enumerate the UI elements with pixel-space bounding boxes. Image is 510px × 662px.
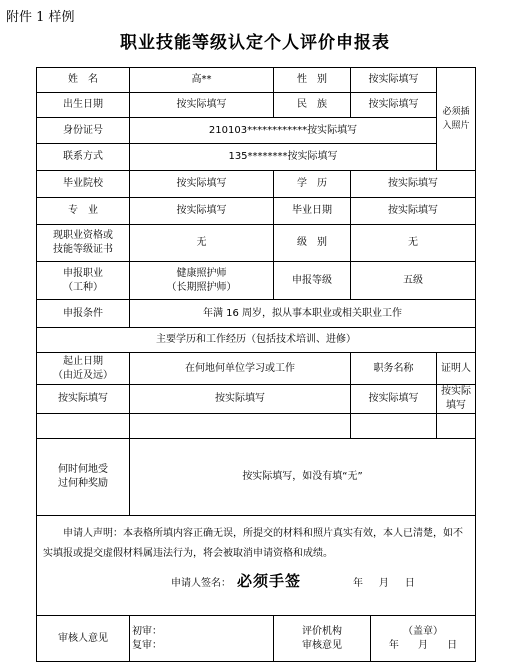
photo-cell[interactable] <box>437 68 476 171</box>
row-id <box>37 118 476 144</box>
history-position-cell[interactable]: 按实际填写 <box>351 385 437 414</box>
contact-value[interactable]: 135********按实际填写 <box>130 144 437 171</box>
id-value[interactable]: 210103************按实际填写 <box>130 118 437 144</box>
apply-level-value[interactable]: 五级 <box>351 262 476 300</box>
row-dob <box>37 93 476 118</box>
seal-label: （盖章） <box>403 625 443 637</box>
first-review-label: 初审： <box>132 625 162 637</box>
history-position-cell[interactable] <box>351 414 437 439</box>
ethnic-value[interactable]: 按实际填写 <box>351 93 437 118</box>
declaration-day: 日 <box>404 578 415 589</box>
education-value[interactable]: 按实际填写 <box>351 171 476 198</box>
certificate-level-value[interactable]: 无 <box>351 225 476 262</box>
signature-field[interactable]: 必须手签 <box>237 572 302 590</box>
declaration-text: 申请人声明：本表格所填内容正确无误，所提交的材料和照片真实有效，本人已清楚，如不实填报或提交虚假材料属违法行为，将会被取消申请资格和成绩。 <box>43 528 463 559</box>
history-row <box>37 414 476 439</box>
education-label: 学 历 <box>274 171 351 198</box>
history-date-cell[interactable]: 按实际填写 <box>37 385 130 414</box>
declaration-year: 年 <box>353 578 364 589</box>
history-place-cell[interactable]: 按实际填写 <box>130 385 351 414</box>
school-label: 毕业院校 <box>37 171 130 198</box>
major-label: 专 业 <box>37 198 130 225</box>
second-review-label: 复审： <box>132 639 162 651</box>
name-label: 姓 名 <box>37 68 130 93</box>
graduation-date-value[interactable]: 按实际填写 <box>351 198 476 225</box>
history-date-header: 起止日期 （由近及远） <box>37 353 130 385</box>
row-school <box>37 171 476 198</box>
form-title: 职业技能等级认定个人评价申报表 <box>120 33 390 53</box>
declaration-cell <box>37 516 476 616</box>
photo-placeholder: 必须插入照片 <box>442 107 470 131</box>
row-name <box>37 68 476 93</box>
row-certificate <box>37 225 476 262</box>
row-declaration <box>37 516 476 616</box>
row-condition <box>37 300 476 328</box>
gender-label: 性 别 <box>274 68 351 93</box>
apply-occupation-label: 申报职业 （工种） <box>37 262 130 300</box>
apply-occupation-value[interactable]: 健康照护师 （长期照护师） <box>130 262 274 300</box>
condition-label: 申报条件 <box>37 300 130 328</box>
history-place-header: 在何地何单位学习或工作 <box>130 353 351 385</box>
row-awards <box>37 439 476 516</box>
signature-row <box>43 574 469 591</box>
school-value[interactable]: 按实际填写 <box>130 171 274 198</box>
history-place-cell[interactable] <box>130 414 351 439</box>
history-section-title: 主要学历和工作经历（包括技术培训、进修） <box>37 328 476 353</box>
row-audit <box>37 616 476 662</box>
row-contact <box>37 144 476 171</box>
graduation-date-label: 毕业日期 <box>274 198 351 225</box>
dob-label: 出生日期 <box>37 93 130 118</box>
row-major <box>37 198 476 225</box>
history-row <box>37 385 476 414</box>
signature-label: 申请人签名： <box>171 578 231 589</box>
org-opinion-label: 评价机构 审核意见 <box>274 616 371 662</box>
application-form-table <box>36 67 476 662</box>
audit-label: 审核人意见 <box>37 616 130 662</box>
certificate-value[interactable]: 无 <box>130 225 274 262</box>
dob-value[interactable]: 按实际填写 <box>130 93 274 118</box>
certificate-label: 现职业资格或 技能等级证书 <box>37 225 130 262</box>
history-witness-cell[interactable] <box>437 414 476 439</box>
ethnic-label: 民 族 <box>274 93 351 118</box>
audit-review-cell[interactable] <box>130 616 274 662</box>
id-label: 身份证号 <box>37 118 130 144</box>
history-witness-header: 证明人 <box>437 353 476 385</box>
awards-value[interactable]: 按实际填写，如没有填“无” <box>130 439 476 516</box>
apply-level-label: 申报等级 <box>274 262 351 300</box>
declaration-month: 月 <box>378 578 389 589</box>
gender-value[interactable]: 按实际填写 <box>351 68 437 93</box>
attachment-label: 附件 1 样例 <box>6 10 75 25</box>
condition-value[interactable]: 年满 16 周岁，拟从事本职业或相关职业工作 <box>130 300 476 328</box>
certificate-level-label: 级 别 <box>274 225 351 262</box>
seal-cell[interactable]: （盖章） 年 月 日 <box>371 616 476 662</box>
name-value[interactable]: 高** <box>130 68 274 93</box>
history-date-cell[interactable] <box>37 414 130 439</box>
major-value[interactable]: 按实际填写 <box>130 198 274 225</box>
contact-label: 联系方式 <box>37 144 130 171</box>
row-apply <box>37 262 476 300</box>
history-position-header: 职务名称 <box>351 353 437 385</box>
history-witness-cell[interactable]: 按实际填写 <box>437 385 476 414</box>
row-history-title <box>37 328 476 353</box>
row-history-headers <box>37 353 476 385</box>
awards-label: 何时何地受 过何种奖励 <box>37 439 130 516</box>
